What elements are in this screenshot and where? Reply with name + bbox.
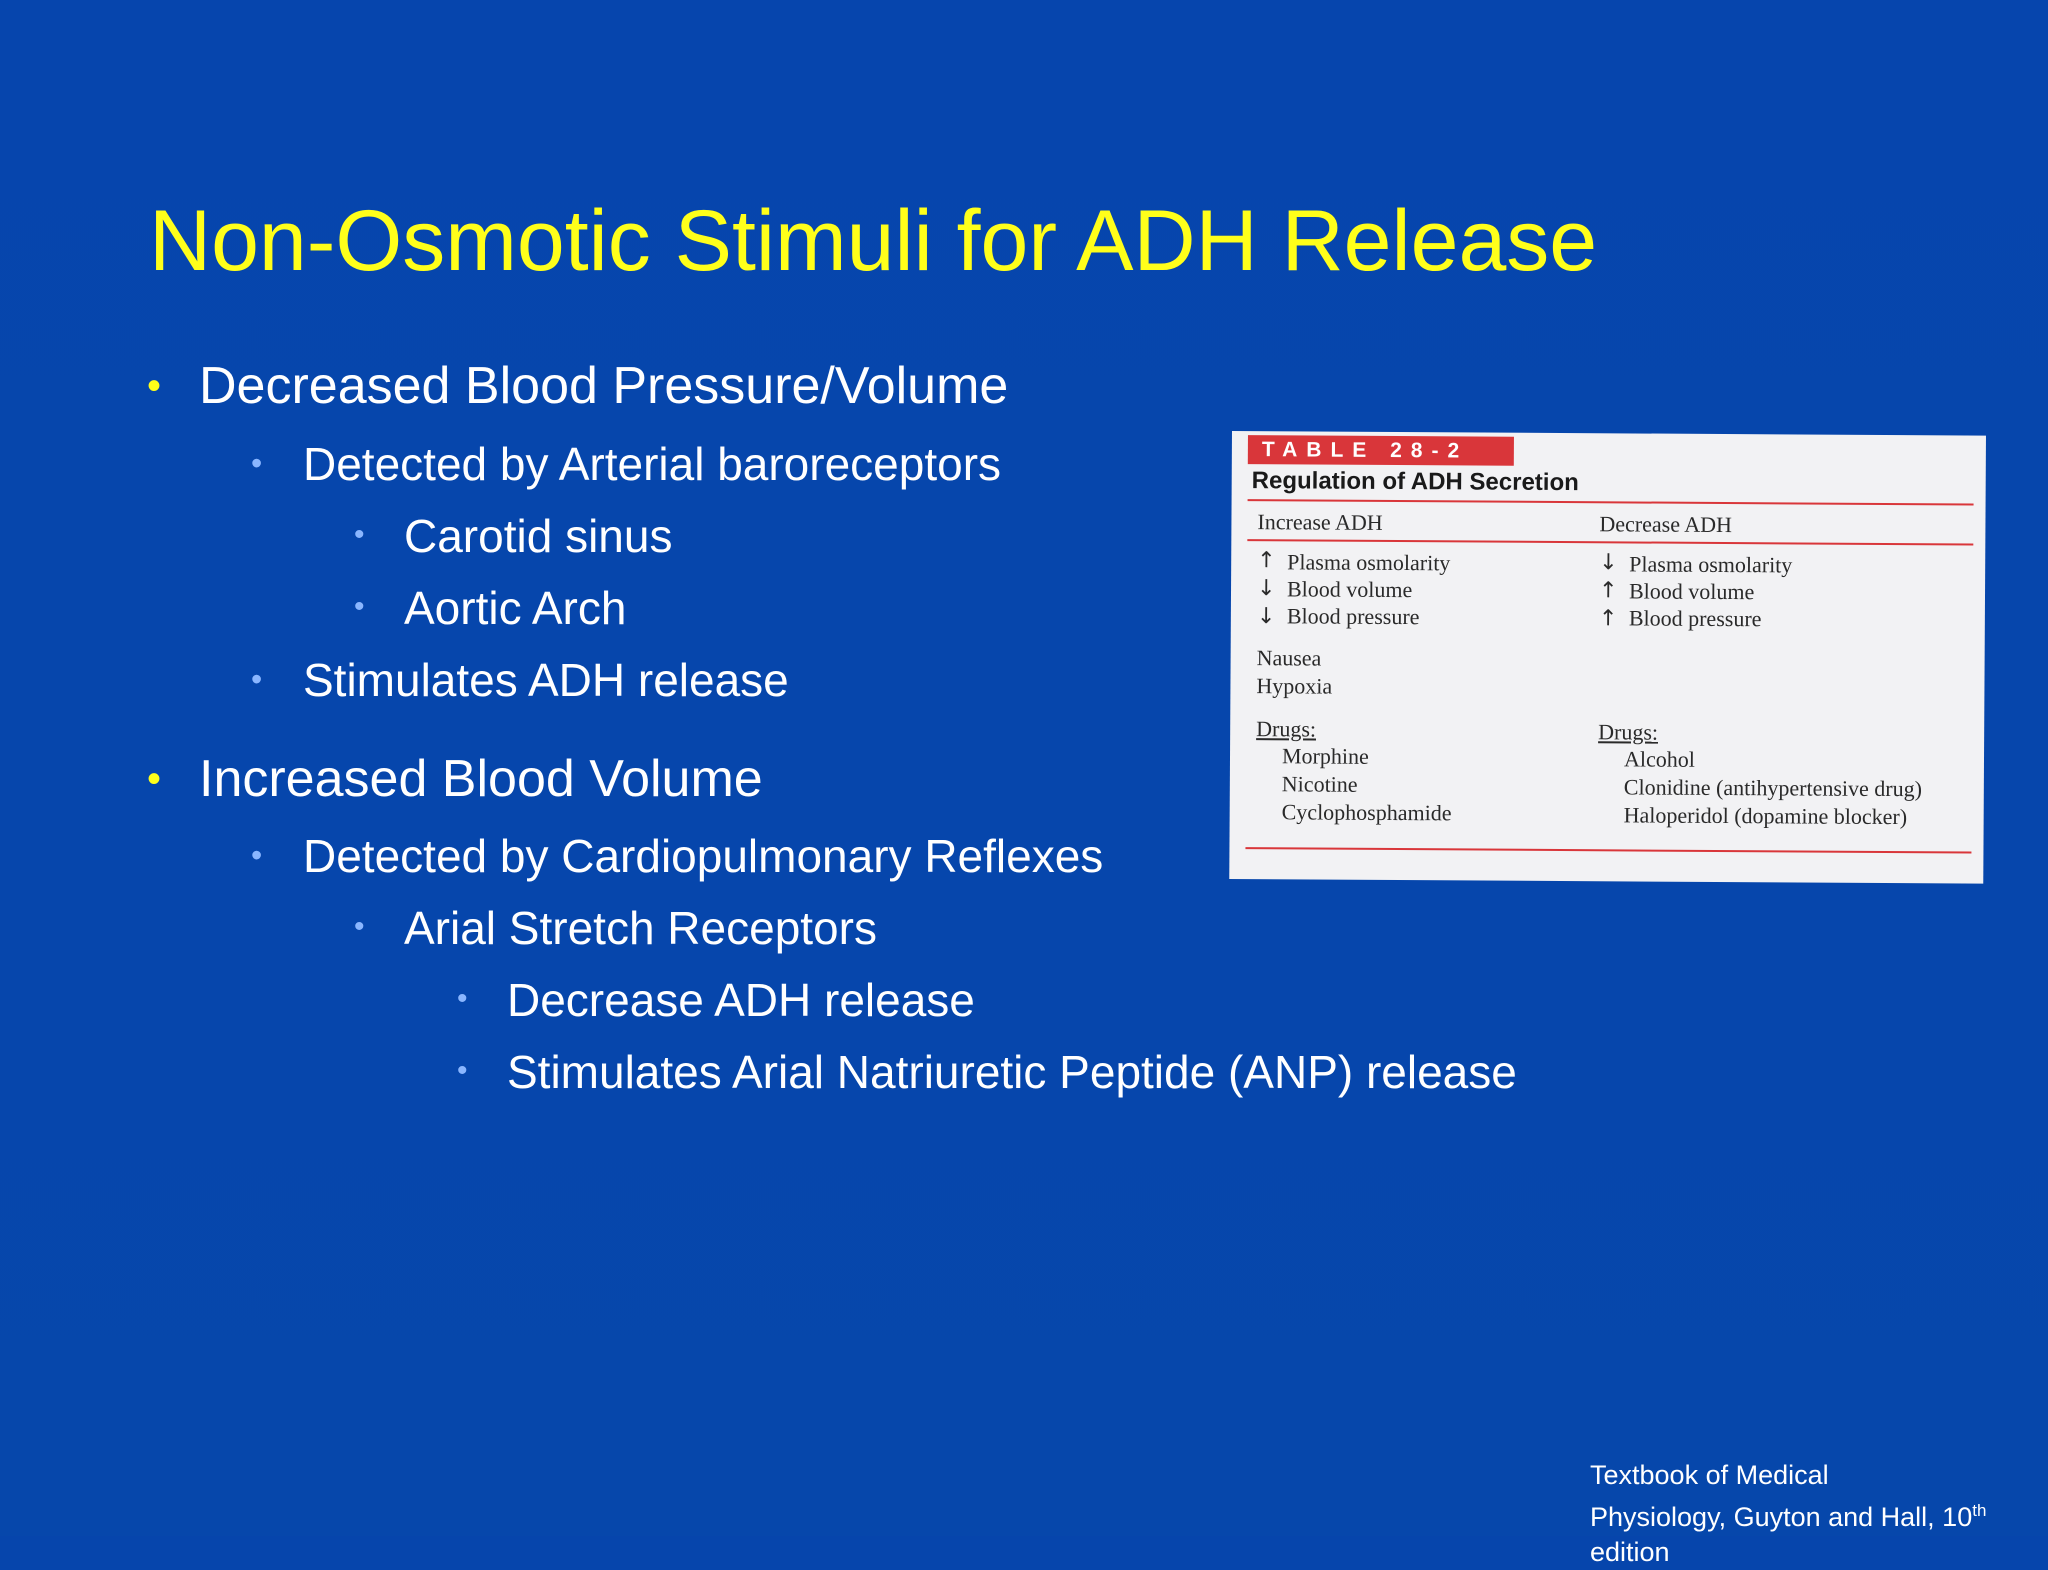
table-rule-bottom [1245, 847, 1971, 853]
down-arrow-icon: ↓ [1256, 604, 1276, 630]
bullet-stimulates-adh [251, 653, 789, 707]
table-cell: Plasma osmolarity [1287, 549, 1451, 576]
table-cell: Blood volume [1286, 576, 1413, 603]
citation-superscript: th [1972, 1501, 1987, 1520]
table-rule-header [1247, 539, 1973, 545]
table-cell: Blood pressure [1628, 605, 1762, 632]
table-cell: Hypoxia [1256, 673, 1333, 699]
bullet-glyph: • [251, 445, 263, 481]
bullet-aortic-arch [354, 581, 627, 635]
table-drugs-label: Drugs: [1598, 719, 1659, 745]
table-cell: Plasma osmolarity [1629, 551, 1793, 578]
table-cell: Clonidine (antihypertensive drug) [1623, 774, 1923, 802]
bullet-text: Detected by Cardiopulmonary Reflexes [303, 830, 1104, 882]
bullet-text: Decreased Blood Pressure/Volume [199, 357, 1009, 415]
bullet-glyph: • [251, 837, 263, 873]
bullet-glyph: • [147, 757, 162, 801]
table-cell: Nausea [1256, 645, 1322, 671]
citation-line-3: edition [1590, 1537, 1670, 1567]
bullet-decrease-adh [457, 973, 975, 1027]
bullet-text: Decrease ADH release [507, 974, 975, 1026]
table-cell: Cyclophosphamide [1281, 799, 1452, 826]
table-cell: Blood volume [1628, 578, 1755, 605]
bullet-text: Arial Stretch Receptors [404, 902, 877, 954]
table-cell: Blood pressure [1286, 603, 1420, 630]
table-drugs-label: Drugs: [1256, 716, 1317, 742]
bullet-text: Aortic Arch [404, 582, 627, 634]
bullet-glyph: • [354, 518, 365, 551]
citation-line-2-text: Physiology, Guyton and Hall, 10 [1590, 1502, 1973, 1532]
table-title: Regulation of ADH Secretion [1251, 467, 1579, 497]
table-header-decrease: Decrease ADH [1599, 511, 1733, 538]
table-rule-top [1248, 499, 1974, 505]
citation-line-2 [1590, 1493, 1986, 1535]
table-tag: TABLE 28-2 [1248, 435, 1514, 466]
bullet-anp-release [457, 1045, 1517, 1099]
adh-regulation-table-image [1229, 431, 1986, 884]
up-arrow-icon: ↑ [1598, 606, 1618, 632]
bullet-carotid-sinus [354, 509, 673, 563]
slide-title: Non-Osmotic Stimuli for ADH Release [149, 193, 1598, 289]
down-arrow-icon: ↓ [1599, 550, 1618, 576]
up-arrow-icon: ↑ [1257, 548, 1276, 574]
bullet-text: Carotid sinus [404, 510, 673, 562]
bullet-cardiopulmonary [251, 829, 1104, 883]
citation [1590, 1458, 1986, 1570]
bullet-text: Stimulates Arial Natriuretic Peptide (ANP) release [507, 1046, 1517, 1098]
citation-line-1: Textbook of Medical [1590, 1460, 1829, 1490]
up-arrow-icon: ↑ [1598, 578, 1618, 604]
bullet-decreased-bp [147, 356, 1009, 416]
bullet-glyph: • [354, 910, 365, 943]
table-header-increase: Increase ADH [1257, 509, 1383, 535]
table-cell: Morphine [1281, 743, 1369, 769]
bullet-glyph: • [457, 1054, 468, 1087]
down-arrow-icon: ↓ [1256, 576, 1276, 602]
bullet-glyph: • [457, 982, 468, 1015]
bullet-text: Detected by Arterial baroreceptors [303, 438, 1002, 490]
bullet-arterial-baroreceptors [251, 437, 1002, 491]
bullet-glyph: • [147, 364, 162, 408]
bullet-text: Increased Blood Volume [199, 750, 763, 808]
bullet-glyph: • [251, 661, 263, 697]
bullet-increased-volume [147, 749, 763, 809]
bullet-glyph: • [354, 590, 365, 623]
bullet-text: Stimulates ADH release [303, 654, 789, 706]
bullet-stretch-receptors [354, 901, 877, 955]
table-cell: Nicotine [1281, 771, 1358, 797]
table-cell: Haloperidol (dopamine blocker) [1623, 802, 1908, 830]
table-cell: Alcohol [1623, 746, 1695, 772]
